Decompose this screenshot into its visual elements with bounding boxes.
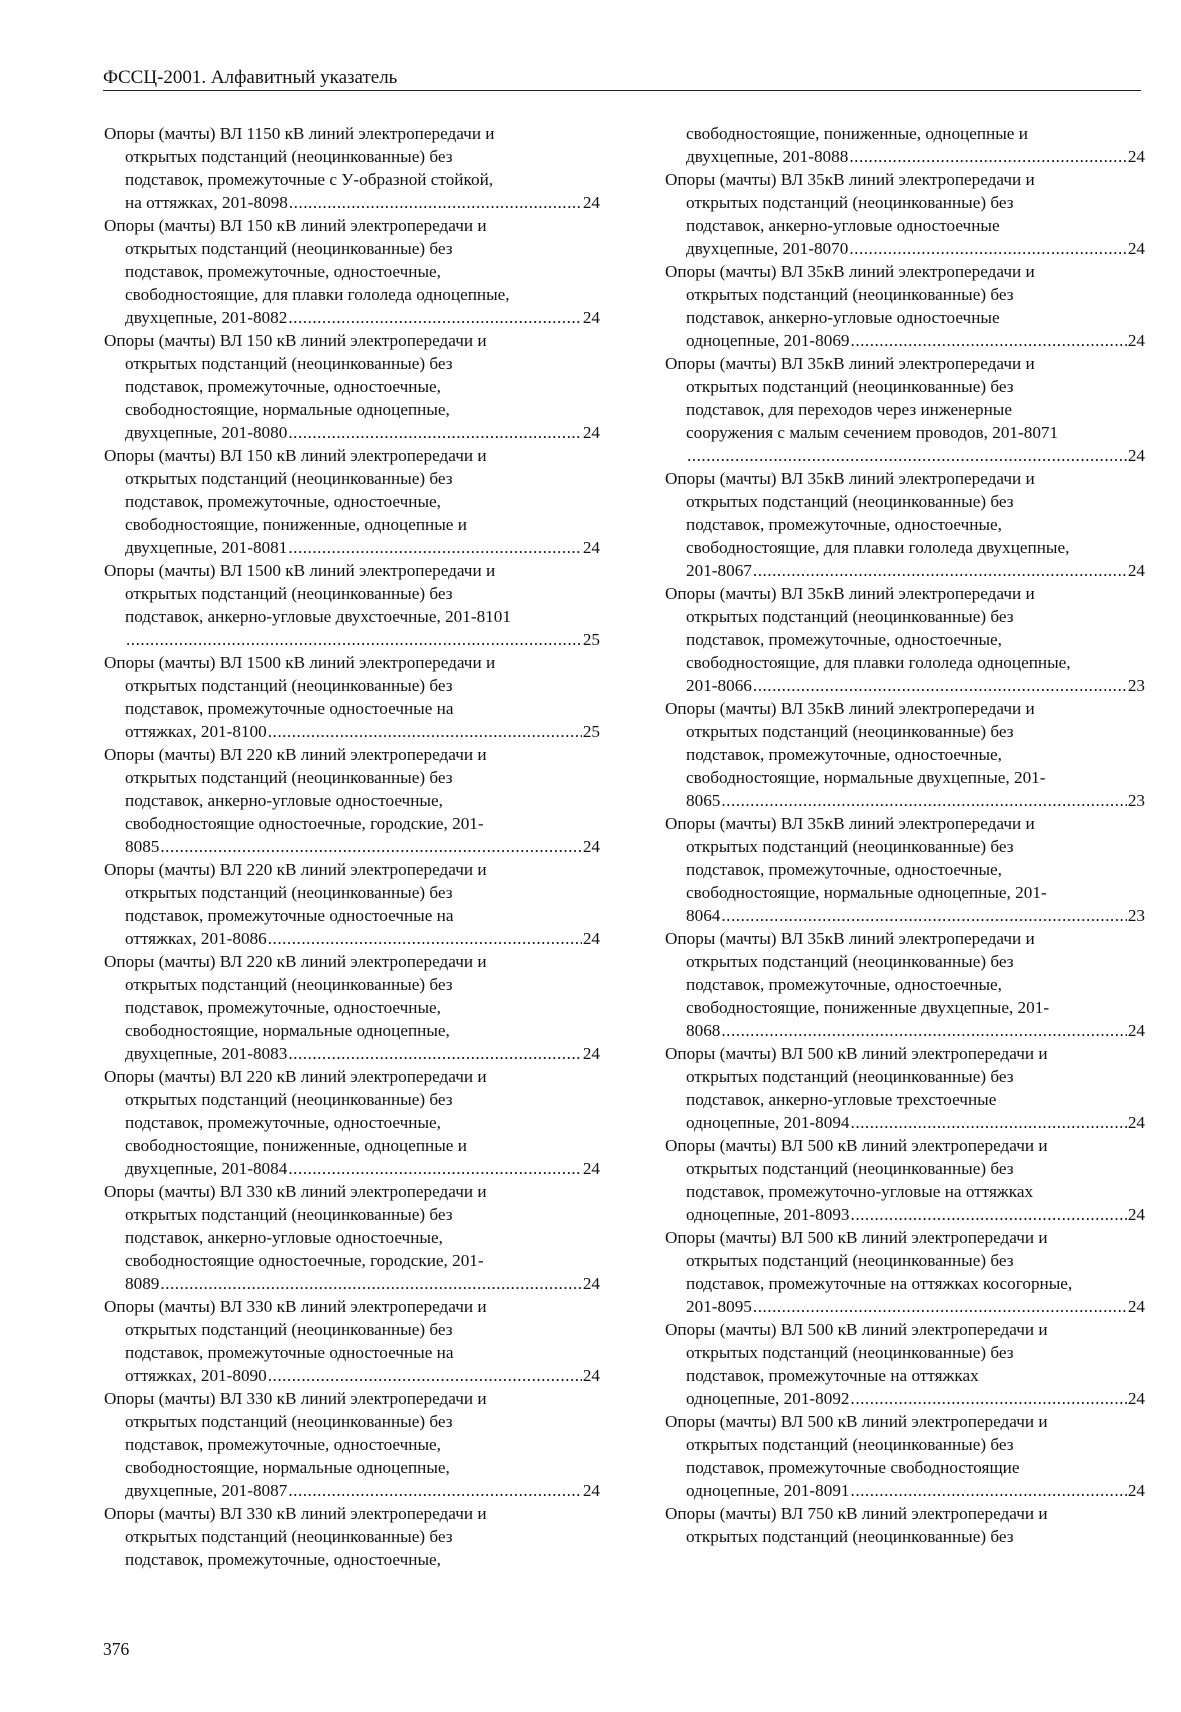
dot-leader bbox=[288, 1157, 581, 1180]
index-entry-line: Опоры (мачты) ВЛ 35кВ линий электропередачи и bbox=[665, 929, 1035, 948]
index-entry-line: открытых подстанций (неоцинкованные) без bbox=[125, 584, 453, 603]
index-entry-page: 23 bbox=[1127, 906, 1145, 925]
index-entry-last-line bbox=[665, 145, 1145, 168]
index-entry-line: открытых подстанций (неоцинкованные) без bbox=[686, 1435, 1014, 1454]
index-entry-line: открытых подстанций (неоцинкованные) без bbox=[686, 722, 1014, 741]
dot-leader bbox=[288, 306, 581, 329]
index-entry-page: 25 bbox=[582, 630, 600, 649]
index-entry-text: 8064 bbox=[686, 906, 721, 925]
index-entry-line: Опоры (мачты) ВЛ 35кВ линий электропередачи и bbox=[665, 469, 1035, 488]
index-entry-line: подставок, промежуточные на оттяжках bbox=[686, 1366, 979, 1385]
index-entry-line: открытых подстанций (неоцинкованные) без bbox=[125, 975, 453, 994]
index-entry bbox=[665, 1502, 1145, 1548]
index-entry-line: свободностоящие, нормальные одноцепные, 201- bbox=[686, 883, 1047, 902]
dot-leader bbox=[851, 1387, 1127, 1410]
index-entry-line: открытых подстанций (неоцинкованные) без bbox=[686, 952, 1014, 971]
index-entry-line: подставок, промежуточные, одностоечные, bbox=[125, 492, 441, 511]
dot-leader bbox=[288, 1042, 581, 1065]
index-entry-line: Опоры (мачты) ВЛ 220 кВ линий электропередачи и bbox=[104, 745, 487, 764]
index-entry-line: открытых подстанций (неоцинкованные) без bbox=[125, 883, 453, 902]
index-entry-line: подставок, промежуточные свободностоящие bbox=[686, 1458, 1020, 1477]
index-entry-line: открытых подстанций (неоцинкованные) без bbox=[125, 147, 453, 166]
index-entry-line: подставок, промежуточные на оттяжках косогорные, bbox=[686, 1274, 1073, 1293]
dot-leader bbox=[160, 835, 581, 858]
index-entry-line: открытых подстанций (неоцинкованные) без bbox=[125, 239, 453, 258]
dot-leader bbox=[160, 1272, 581, 1295]
index-entry-page: 24 bbox=[1127, 1297, 1145, 1316]
index-entry-line: Опоры (мачты) ВЛ 35кВ линий электропередачи и bbox=[665, 814, 1035, 833]
index-entry-line: свободностоящие, для плавки гололеда двухцепные, bbox=[686, 538, 1070, 557]
index-entry-text: одноцепные, 201-8094 bbox=[686, 1113, 850, 1132]
index-entry bbox=[104, 122, 600, 214]
index-entry bbox=[665, 168, 1145, 260]
index-entry-line: подставок, промежуточные, одностоечные, bbox=[686, 975, 1002, 994]
index-entry bbox=[665, 352, 1145, 467]
index-entry-text: 201-8066 bbox=[686, 676, 752, 695]
index-entry-line: открытых подстанций (неоцинкованные) без bbox=[125, 676, 453, 695]
index-entry-line: свободностоящие, пониженные, одноцепные и bbox=[125, 1136, 467, 1155]
index-entry-line: свободностоящие, для плавки гололеда одноцепные, bbox=[686, 653, 1071, 672]
index-entry-text: оттяжках, 201-8086 bbox=[125, 929, 267, 948]
index-entry-page: 24 bbox=[1127, 1481, 1145, 1500]
index-entry-line: подставок, промежуточные с У-образной стойкой, bbox=[125, 170, 494, 189]
index-entry-line: подставок, для переходов через инженерные bbox=[686, 400, 1012, 419]
index-entry-line: Опоры (мачты) ВЛ 500 кВ линий электропередачи и bbox=[665, 1412, 1048, 1431]
index-entry-line: Опоры (мачты) ВЛ 35кВ линий электропередачи и bbox=[665, 354, 1035, 373]
dot-leader bbox=[753, 674, 1127, 697]
index-entry-page: 24 bbox=[1127, 147, 1145, 166]
index-entry-line: Опоры (мачты) ВЛ 500 кВ линий электропередачи и bbox=[665, 1228, 1048, 1247]
index-entry-line: открытых подстанций (неоцинкованные) без bbox=[125, 354, 453, 373]
index-entry bbox=[104, 444, 600, 559]
dot-leader bbox=[753, 1295, 1127, 1318]
index-entry-line: Опоры (мачты) ВЛ 500 кВ линий электропередачи и bbox=[665, 1320, 1048, 1339]
index-entry bbox=[665, 582, 1145, 697]
index-entry bbox=[104, 214, 600, 329]
index-entry-line: Опоры (мачты) ВЛ 1500 кВ линий электропередачи и bbox=[104, 653, 496, 672]
index-entry-line: открытых подстанций (неоцинкованные) без bbox=[686, 1527, 1014, 1546]
index-entry bbox=[104, 1387, 600, 1502]
index-entry-line: подставок, промежуточные, одностоечные, bbox=[686, 630, 1002, 649]
index-entry bbox=[665, 927, 1145, 1042]
index-entry-line: Опоры (мачты) ВЛ 1150 кВ линий электропередачи и bbox=[104, 124, 495, 143]
index-entry-line: подставок, промежуточные, одностоечные, bbox=[686, 745, 1002, 764]
index-entry-page: 24 bbox=[1127, 1389, 1145, 1408]
index-entry-text: двухцепные, 201-8087 bbox=[125, 1481, 288, 1500]
index-entry-line: открытых подстанций (неоцинкованные) без bbox=[125, 469, 453, 488]
index-entry-text: двухцепные, 201-8084 bbox=[125, 1159, 288, 1178]
page-header bbox=[103, 66, 1141, 91]
index-entry-line: свободностоящие, пониженные, одноцепные и bbox=[125, 515, 467, 534]
index-entry-last-line bbox=[665, 329, 1145, 352]
index-entry-line: Опоры (мачты) ВЛ 220 кВ линий электропередачи и bbox=[104, 1067, 487, 1086]
index-entry-page: 24 bbox=[582, 1274, 600, 1293]
index-entry-line: свободностоящие, нормальные одноцепные, bbox=[125, 1021, 450, 1040]
running-header-title: ФССЦ-2001. Алфавитный указатель bbox=[103, 67, 398, 88]
index-entry-line: свободностоящие, пониженные двухцепные, 201- bbox=[686, 998, 1050, 1017]
dot-leader bbox=[721, 789, 1126, 812]
index-entry-line: подставок, промежуточные, одностоечные, bbox=[125, 998, 441, 1017]
index-entry bbox=[104, 1180, 600, 1295]
index-entry-line: подставок, анкерно-угловые одностоечные bbox=[686, 308, 1000, 327]
index-entry-line: открытых подстанций (неоцинкованные) без bbox=[686, 1067, 1014, 1086]
index-entry-line: Опоры (мачты) ВЛ 500 кВ линий электропередачи и bbox=[665, 1136, 1048, 1155]
index-entry-last-line bbox=[104, 421, 600, 444]
index-entry bbox=[104, 1065, 600, 1180]
index-entry bbox=[104, 1295, 600, 1387]
index-entry-line: подставок, анкерно-угловые двухстоечные, 201-8101 bbox=[125, 607, 511, 626]
index-entry-page: 24 bbox=[1127, 1113, 1145, 1132]
index-entry-text: 201-8067 bbox=[686, 561, 752, 580]
index-entry bbox=[104, 858, 600, 950]
index-entry-line: свободностоящие одностоечные, городские, 201- bbox=[125, 1251, 484, 1270]
index-entry-page: 24 bbox=[582, 1159, 600, 1178]
dot-leader bbox=[721, 904, 1126, 927]
index-entry-line: открытых подстанций (неоцинкованные) без bbox=[125, 1090, 453, 1109]
index-entry-line: Опоры (мачты) ВЛ 330 кВ линий электропередачи и bbox=[104, 1504, 487, 1523]
index-entry-last-line bbox=[104, 1272, 600, 1295]
index-entry-line: подставок, промежуточные, одностоечные, bbox=[125, 1550, 441, 1569]
index-entry-text: двухцепные, 201-8088 bbox=[686, 147, 849, 166]
index-entry-line: сооружения с малым сечением проводов, 201-8071 bbox=[686, 423, 1059, 442]
index-entry-last-line bbox=[104, 306, 600, 329]
index-entry-line: Опоры (мачты) ВЛ 500 кВ линий электропередачи и bbox=[665, 1044, 1048, 1063]
index-entry-page: 24 bbox=[582, 423, 600, 442]
index-entry-page: 24 bbox=[582, 538, 600, 557]
index-entry-page: 24 bbox=[582, 1366, 600, 1385]
index-entry-line: подставок, промежуточные одностоечные на bbox=[125, 1343, 454, 1362]
index-entry-text: двухцепные, 201-8070 bbox=[686, 239, 849, 258]
index-entry-line: подставок, промежуточные одностоечные на bbox=[125, 699, 454, 718]
index-entry-text: одноцепные, 201-8091 bbox=[686, 1481, 850, 1500]
index-entry-line: свободностоящие, для плавки гололеда одноцепные, bbox=[125, 285, 510, 304]
index-entry bbox=[665, 1042, 1145, 1134]
index-entry-line: свободностоящие, нормальные одноцепные, bbox=[125, 1458, 450, 1477]
dot-leader bbox=[849, 145, 1126, 168]
index-entry-text: одноцепные, 201-8093 bbox=[686, 1205, 850, 1224]
index-entry-last-line bbox=[665, 237, 1145, 260]
index-entry-line: Опоры (мачты) ВЛ 1500 кВ линий электропередачи и bbox=[104, 561, 496, 580]
index-entry-page: 24 bbox=[582, 308, 600, 327]
index-entry-last-line bbox=[665, 1111, 1145, 1134]
index-entry-page: 24 bbox=[582, 837, 600, 856]
index-entry-last-line bbox=[665, 1387, 1145, 1410]
dot-leader bbox=[851, 1111, 1127, 1134]
dot-leader bbox=[288, 421, 581, 444]
index-entry bbox=[104, 950, 600, 1065]
index-entry-line: подставок, промежуточные, одностоечные, bbox=[125, 262, 441, 281]
index-column-left bbox=[104, 122, 600, 1571]
index-entry-line: Опоры (мачты) ВЛ 220 кВ линий электропередачи и bbox=[104, 860, 487, 879]
index-entry-page: 23 bbox=[1127, 791, 1145, 810]
index-entry-last-line bbox=[104, 835, 600, 858]
index-entry-line: открытых подстанций (неоцинкованные) без bbox=[125, 1205, 453, 1224]
index-entry bbox=[665, 1410, 1145, 1502]
index-entry-line: Опоры (мачты) ВЛ 330 кВ линий электропередачи и bbox=[104, 1182, 487, 1201]
index-entry-line: подставок, промежуточные, одностоечные, bbox=[686, 515, 1002, 534]
index-entry-page: 23 bbox=[1127, 676, 1145, 695]
index-entry-line: подставок, анкерно-угловые трехстоечные bbox=[686, 1090, 997, 1109]
index-entry bbox=[104, 1502, 600, 1571]
index-entry-line: подставок, промежуточные одностоечные на bbox=[125, 906, 454, 925]
index-entry-text: 8089 bbox=[125, 1274, 160, 1293]
dot-leader bbox=[268, 1364, 582, 1387]
index-entry-line: подставок, анкерно-угловые одностоечные, bbox=[125, 1228, 443, 1247]
index-entry-line: открытых подстанций (неоцинкованные) без bbox=[125, 1527, 453, 1546]
index-entry-text: 8085 bbox=[125, 837, 160, 856]
index-entry-last-line bbox=[665, 1479, 1145, 1502]
index-entry bbox=[665, 1226, 1145, 1318]
index-entry-last-line bbox=[104, 191, 600, 214]
index-entry-line: свободностоящие одностоечные, городские, 201- bbox=[125, 814, 484, 833]
index-entry-page: 24 bbox=[582, 1481, 600, 1500]
index-entry-page: 24 bbox=[1127, 561, 1145, 580]
index-entry-line: Опоры (мачты) ВЛ 330 кВ линий электропередачи и bbox=[104, 1389, 487, 1408]
index-entry-text: двухцепные, 201-8083 bbox=[125, 1044, 288, 1063]
index-entry-page: 24 bbox=[1127, 331, 1145, 350]
index-entry-last-line bbox=[665, 559, 1145, 582]
index-entry-line: открытых подстанций (неоцинкованные) без bbox=[125, 768, 453, 787]
index-entry-last-line bbox=[665, 1019, 1145, 1042]
index-entry-text: 8068 bbox=[686, 1021, 721, 1040]
dot-leader bbox=[288, 1479, 581, 1502]
index-entry-text: двухцепные, 201-8082 bbox=[125, 308, 288, 327]
index-entry-last-line bbox=[665, 904, 1145, 927]
index-entry-line: Опоры (мачты) ВЛ 330 кВ линий электропередачи и bbox=[104, 1297, 487, 1316]
index-entry bbox=[104, 329, 600, 444]
index-entry-page: 24 bbox=[1127, 1021, 1145, 1040]
index-entry-line: открытых подстанций (неоцинкованные) без bbox=[686, 285, 1014, 304]
index-entry-text: на оттяжках, 201-8098 bbox=[125, 193, 288, 212]
index-entry-line: открытых подстанций (неоцинкованные) без bbox=[686, 1251, 1014, 1270]
index-entry-line: Опоры (мачты) ВЛ 35кВ линий электропередачи и bbox=[665, 262, 1035, 281]
dot-leader bbox=[851, 329, 1127, 352]
index-entry-line: подставок, промежуточно-угловые на оттяжках bbox=[686, 1182, 1034, 1201]
index-entry bbox=[665, 122, 1145, 168]
index-entry-last-line bbox=[104, 536, 600, 559]
index-entry-line: открытых подстанций (неоцинкованные) без bbox=[125, 1320, 453, 1339]
index-entry-line: Опоры (мачты) ВЛ 150 кВ линий электропередачи и bbox=[104, 331, 487, 350]
index-entry-last-line bbox=[104, 1364, 600, 1387]
index-entry-text: оттяжках, 201-8090 bbox=[125, 1366, 267, 1385]
index-entry-line: открытых подстанций (неоцинкованные) без bbox=[686, 193, 1014, 212]
dot-leader bbox=[289, 191, 582, 214]
index-entry-line: подставок, промежуточные, одностоечные, bbox=[125, 1113, 441, 1132]
dot-leader bbox=[753, 559, 1127, 582]
dot-leader bbox=[851, 1479, 1127, 1502]
index-entry bbox=[665, 260, 1145, 352]
index-entry-line: открытых подстанций (неоцинкованные) без bbox=[686, 607, 1014, 626]
index-entry-text: 8065 bbox=[686, 791, 721, 810]
index-entry-page: 24 bbox=[582, 193, 600, 212]
index-entry bbox=[665, 812, 1145, 927]
index-entry-last-line bbox=[665, 789, 1145, 812]
index-entry-line: свободностоящие, нормальные двухцепные, 201- bbox=[686, 768, 1046, 787]
index-entry-last-line bbox=[665, 444, 1145, 467]
index-entry-line: свободностоящие, пониженные, одноцепные и bbox=[686, 124, 1028, 143]
index-entry-line: подставок, промежуточные, одностоечные, bbox=[686, 860, 1002, 879]
index-entry-page: 24 bbox=[582, 929, 600, 948]
index-entry-page: 25 bbox=[582, 722, 600, 741]
index-entry-line: Опоры (мачты) ВЛ 220 кВ линий электропередачи и bbox=[104, 952, 487, 971]
index-entry-line: открытых подстанций (неоцинкованные) без bbox=[686, 1159, 1014, 1178]
index-entry bbox=[665, 1318, 1145, 1410]
index-entry-last-line bbox=[104, 720, 600, 743]
index-entry-line: открытых подстанций (неоцинкованные) без bbox=[686, 492, 1014, 511]
index-entry-text: двухцепные, 201-8080 bbox=[125, 423, 288, 442]
index-entry-line: подставок, промежуточные, одностоечные, bbox=[125, 377, 441, 396]
index-entry-last-line bbox=[665, 1203, 1145, 1226]
index-entry-line: Опоры (мачты) ВЛ 35кВ линий электропередачи и bbox=[665, 584, 1035, 603]
index-entry bbox=[665, 1134, 1145, 1226]
index-entry-line: Опоры (мачты) ВЛ 35кВ линий электропередачи и bbox=[665, 699, 1035, 718]
index-entry-line: открытых подстанций (неоцинкованные) без bbox=[686, 837, 1014, 856]
index-entry-page: 24 bbox=[582, 1044, 600, 1063]
dot-leader bbox=[851, 1203, 1127, 1226]
index-entry-text: одноцепные, 201-8092 bbox=[686, 1389, 850, 1408]
index-entry-line: подставок, анкерно-угловые одностоечные, bbox=[125, 791, 443, 810]
index-entry-line: свободностоящие, нормальные одноцепные, bbox=[125, 400, 450, 419]
index-entry-line: Опоры (мачты) ВЛ 150 кВ линий электропередачи и bbox=[104, 216, 487, 235]
index-entry-last-line bbox=[104, 1157, 600, 1180]
index-entry bbox=[104, 651, 600, 743]
index-entry-last-line bbox=[104, 1042, 600, 1065]
index-entry-last-line bbox=[665, 674, 1145, 697]
dot-leader bbox=[268, 927, 582, 950]
dot-leader bbox=[126, 628, 582, 651]
dot-leader bbox=[268, 720, 582, 743]
index-entry-line: Опоры (мачты) ВЛ 35кВ линий электропередачи и bbox=[665, 170, 1035, 189]
index-entry-last-line bbox=[104, 628, 600, 651]
index-entry-page: 24 bbox=[1127, 446, 1145, 465]
index-column-right bbox=[665, 122, 1145, 1548]
dot-leader bbox=[849, 237, 1126, 260]
dot-leader bbox=[288, 536, 581, 559]
index-entry-line: Опоры (мачты) ВЛ 150 кВ линий электропередачи и bbox=[104, 446, 487, 465]
index-entry-text: двухцепные, 201-8081 bbox=[125, 538, 288, 557]
index-entry-line: открытых подстанций (неоцинкованные) без bbox=[686, 1343, 1014, 1362]
index-entry-line: Опоры (мачты) ВЛ 750 кВ линий электропередачи и bbox=[665, 1504, 1048, 1523]
index-entry-text: 201-8095 bbox=[686, 1297, 752, 1316]
page-number: 376 bbox=[103, 1639, 130, 1659]
index-entry-line: подставок, анкерно-угловые одностоечные bbox=[686, 216, 1000, 235]
dot-leader bbox=[721, 1019, 1126, 1042]
index-entry-line: открытых подстанций (неоцинкованные) без bbox=[125, 1412, 453, 1431]
index-entry-line: открытых подстанций (неоцинкованные) без bbox=[686, 377, 1014, 396]
index-entry-last-line bbox=[665, 1295, 1145, 1318]
index-entry-text: оттяжках, 201-8100 bbox=[125, 722, 267, 741]
index-entry bbox=[104, 743, 600, 858]
index-entry-last-line bbox=[104, 927, 600, 950]
index-entry-last-line bbox=[104, 1479, 600, 1502]
index-entry bbox=[665, 697, 1145, 812]
index-entry-page: 24 bbox=[1127, 1205, 1145, 1224]
index-entry-text: одноцепные, 201-8069 bbox=[686, 331, 850, 350]
index-entry-line: подставок, промежуточные, одностоечные, bbox=[125, 1435, 441, 1454]
dot-leader bbox=[687, 444, 1127, 467]
index-entry-page: 24 bbox=[1127, 239, 1145, 258]
index-entry bbox=[104, 559, 600, 651]
index-entry bbox=[665, 467, 1145, 582]
